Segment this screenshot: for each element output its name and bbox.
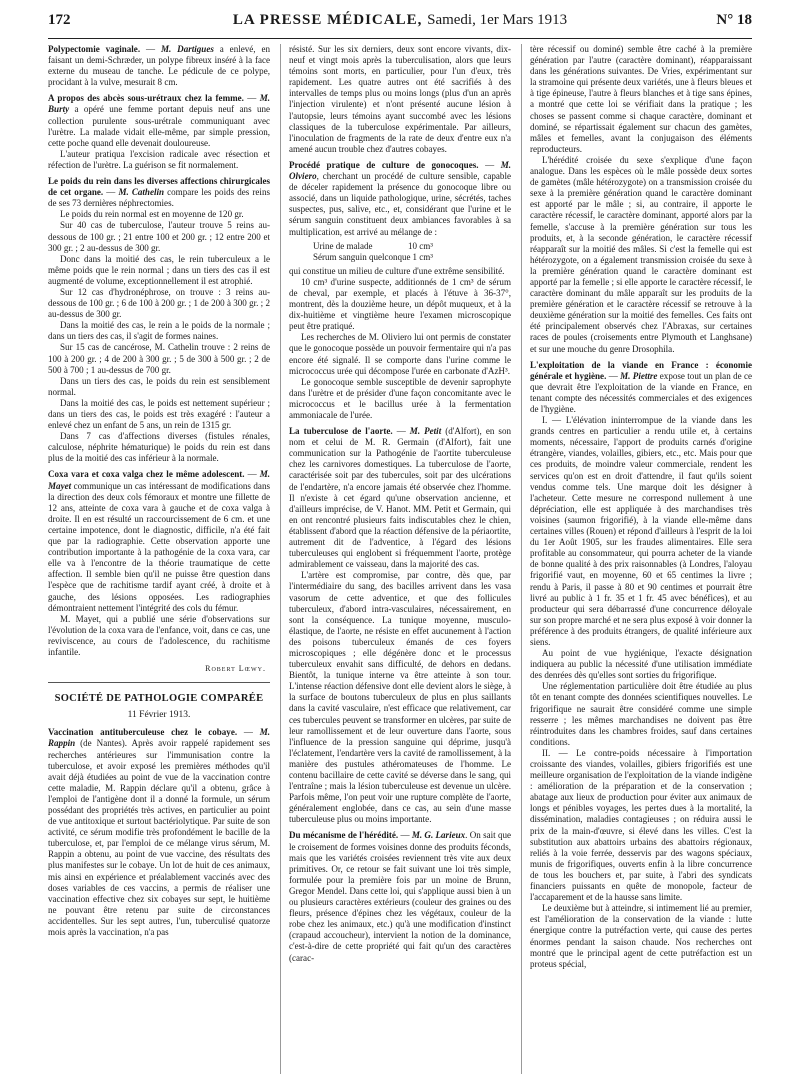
mixture-value: 10 cm³ (408, 240, 433, 251)
column-middle (280, 44, 511, 1074)
article-paragraph: 10 cm³ d'urine suspecte, additionnés de 1 cm³ de sérum de cheval, par exemple, et placés à l'étuve à 36-37°, montrent, dès la douzième heure, un dépôt muqueux, et à la dix-huitième et vingtième heure l'examen microscopique peut être pratiqué. (289, 276, 511, 332)
issue-date: Samedi, 1er Mars 1913 (427, 12, 568, 28)
article-paragraph: tère récessif ou dominé) semble être caché à la première génération par l'autre (caractère dominant), réapparaissant dans les générations suivantes. De Vries, expérimentant sur la stramoine qui présente deux variétés, une à fleurs bleues et à tige épineuse, l'autre à fleurs blanches et à tige sans épines, a montré que cette loi se vérifiait dans la pratique ; les choses se passent comme si chaque caractère, dominant et dominé, se répartissait également sur chacun des gamètes, mâles et femelles, avant la conjugaison des éléments reproducteurs. (530, 44, 752, 154)
article-paragraph: L'hérédité croisée du sexe s'explique d'une façon analogue. Dans les espèces où le mâle possède deux sortes de gamètes (mâle hétérozygote) on a transmission croisée du sexe à la première génération quand le caractère dominant est apporté par le mâle ; si, au contraire, il apporte le caractère récessif, le caractère dominant, apporté alors par la femelle, s'accuse à la première génération sur tous les produits, et, à la seconde génération, le caractère récessif réapparaît sur la moitié des mâles. Si c'est la femelle qui est hétérozygote, on a également transmission croisée du sexe à la première génération quand le caractère dominant est apporté par la femelle ; si elle apporte le caractère récessif, le caractère dominant du mâle apparaît sur les produits de la première génération et le caractère récessif se retrouve à la deuxième génération sur la moitié des femelles. Ces faits ont été principalement observés chez l'Abraxas, sur certaines races de poules (croisements entre Plymouth et Langhsane) et sur une mouche du genre Drosophila. (530, 154, 752, 354)
article-text: . On sait que le croisement de formes voisines donne des produits féconds, mais que les variétés croisées reviennent très vite aux deux primitives. Or, ce retour se fait suivant une loi très simple, formulée pour la première fois par un moine de Brunn, Gregor Mendel. Dans cette loi, qui s'applique aussi bien à un ou plusieurs caractères extérieurs (couleur des graines ou des fleurs, présence d'épines chez les végétaux, couleur de la robe chez les animaux, etc.) qu'à une modification d'instinct (crapaud accoucheur), intervient la notion de la dominance, c'est-à-dire de cette propriété qui fait qu'un des caractères (carac- (289, 830, 511, 963)
article-paragraph: II. — Le contre-poids nécessaire à l'importation croissante des viandes, volailles, gibiers frigorifiés est une meilleure organisation de l'exploitation de la viande indigène : amélioration de la préparation et de la conservation ; abatage aux lieux de production pour éviter aux animaux de longs et pénibles voyages, les pertes dues à la mortalité, la dissémination, maladies contagieuses ; on réduira aussi le prix de la main-d'œuvre, si élevé dans les villes. C'est la substitution aux abattoirs urbains des abattoirs régionaux, reliés à la voie ferrée, desservis par des wagons spéciaux, munis de frigorifiques, ouverts enfin à la libre concurrence de tous les bouchers et, par suite, à l'abri des syndicats financiers puissants en quête de monopole, facteur de l'accaparement et de la hausse sans limite. (530, 747, 752, 903)
article-polypectomie (48, 44, 270, 88)
article-author: M. G. Larieux (411, 830, 466, 841)
article-paragraph: Dans un tiers des cas, le poids du rein est sensiblement normal. (48, 375, 270, 397)
article-continuation (530, 44, 752, 355)
article-paragraph: Dans la moitié des cas, le poids est nettement supérieur ; dans un tiers des cas, le poids est très exagéré : l'auteur a enlevé chez un enfant de 5 ans, un rein de 1315 gr. (48, 397, 270, 431)
page-number: 172 (48, 12, 71, 28)
article-gonocoques (289, 160, 511, 421)
article-heading: Du mécanisme de l'hérédité. (289, 830, 399, 841)
article-author: M. Piettre (620, 370, 658, 381)
article-body: Le poids du rein dans les diverses affections chirurgicales de cet organe. — M. Cathelin compare les poids des reins de ses 73 dernières néphrectomies. (48, 176, 270, 209)
mixture-row (313, 241, 433, 252)
article-paragraph: Donc dans la moitié des cas, le rein tuberculeux a le même poids que le rein normal ; dans un tiers des cas il est augmenté de volume, exceptionnellement il est atrophié. (48, 253, 270, 286)
article-poids-rein (48, 176, 270, 464)
article-coxa-vara (48, 469, 270, 658)
article-text: compare les poids des reins de ses 73 dernières néphrectomies. (48, 187, 270, 209)
article-author: M. Mayet (48, 469, 270, 491)
article-heading: Le poids du rein dans les diverses affections chirurgicales de cet organe. (48, 176, 270, 198)
article-vaccination (48, 727, 270, 938)
text-columns (48, 44, 752, 1074)
article-heading: A propos des abcès sous-urétraux chez la femme. (48, 93, 244, 104)
article-paragraph: Sur 15 cas de cancérose, M. Cathelin trouve : 2 reins de 100 à 200 gr. ; 4 de 200 à 300 gr. ; 5 de 300 à 500 gr. ; 2 de 500 à 700 ; 1 au-dessus de 700 gr. (48, 342, 270, 375)
article-body: Procédé pratique de culture de gonocoques. — M. Olviero, cherchant un procédé de culture sensible, capable de déceler rapidement la présence du gonocoque libre ou associé, dans un liquide pathologique, urine, sécrétés, taches suspectes, pus, salive, etc., et, considérant que l'urine et le sérum sanguin constituent deux ambiances favorables à sa multiplication, est arrivé au mélange de : (289, 159, 511, 237)
article-paragraph: I. — L'élévation ininterrompue de la viande dans les grands centres en particulier a rendu utile et, à certains moments, nécessaire, l'apport de produits carnés d'origine étrangère, viandes, volailles, gibiers, etc., etc. Mais pour que ces produits, de moindre valeur commerciale, rendent les services qu'on est en droit d'attendre, il faut qu'ils soient vendus comme tels. Une marque doit les désigner à l'acheteur. Cette mesure ne correspond nullement à une dépréciation, elle est appliquée à des marchandises très voisines (saumon frigorifié), à la viande elle-même dans certaines villes (Rouen) et répond d'ailleurs à l'esprit de la loi du 1er Août 1905, sur les fraudes alimentaires. Elle sera profitable au consommateur, qui pourra acheter de la viande de bonne qualité à des prix raisonnables (à Londres, l'aloyau frigorifié vaut, en moyenne, 60 et 65 centimes la livre ; rendu à Paris, il passe à 80 et 90 centimes et pourrait être livré au public à 1 fr. 35 et 1 fr. 45 avec bénéfices), et au producteur qui sera débarrassé d'une concurrence déloyale sur son propre marché et ne sera plus exposé à voir donner la préférence à des produits étrangers, de qualité inférieure aux siens. (530, 415, 752, 647)
article-heading: La tuberculose de l'aorte. (289, 426, 393, 437)
society-section (48, 682, 270, 721)
article-heredite (289, 830, 511, 963)
article-body: A propos des abcès sous-urétraux chez la femme. — M. Burty a opéré une femme portant depuis neuf ans une collection purulente sous-urétrale communiquant avec l'urètre. La malade vidait elle-même, par simple pression, cette poche quand elle devenait douloureuse. (48, 93, 270, 148)
article-body: Coxa vara et coxa valga chez le même adolescent. — M. Mayet communique un cas intéressant de modifications dans la direction des deux cols fémoraux et montre une fillette de 12 ans, atteinte de coxa vara à gauche et de coxa valga à droite. Il en est résulté un raccourcissement de 6 cm. et une certaine impotence, dont le diagnostic, difficile, n'a été fait que par la radiographie. Cette observation apporte une contribution importante à la pathogénie de la coxa vara, car elle va à l'encontre de la théorie traumatique de cette affection. Il semble bien qu'il ne puisse être question dans l'espèce que de rachitisme tardif ayant créé, à droite et à gauche, des lésions opposées. Les radiographies démontraient nettement l'intégrité des cols du fémur. (48, 469, 270, 613)
article-author: M. Cathelin (118, 187, 165, 198)
author-signature: Robert Lœwy. (205, 664, 266, 674)
article-tuberculose-aorte (289, 426, 511, 825)
session-date: 11 Février 1913. (127, 710, 191, 721)
article-author: M. Olviero (289, 159, 511, 182)
article-author: M. Petit (409, 426, 442, 437)
article-text: a opéré une femme portant depuis neuf ans une collection purulente sous-urétrale communiquant avec l'urètre. La malade vidait elle-même, par simple pression, cette poche quand elle devenait douloureuse. (48, 104, 270, 148)
article-author: M. Rappin (48, 727, 270, 749)
issue-number: N° 18 (716, 12, 752, 28)
article-heading: Procédé pratique de culture de gonocoques. (289, 159, 479, 170)
journal-title: LA PRESSE MÉDICALE, Samedi, 1er Mars 1913 (232, 12, 568, 28)
article-text: , cherchant un procédé de culture sensible, capable de déceler rapidement la présence du gonocoque libre ou associé, dans un liquide pathologique, urine, sécrétés, taches suspectes, pus, salive, etc., et, considérant que l'urine et le sérum sanguin constituent deux ambiances favorables à sa multiplication, est arrivé au mélange de : (289, 171, 511, 237)
article-paragraph: qui constitue un milieu de culture d'une extrême sensibilité. (289, 265, 505, 276)
column-left (48, 44, 270, 1074)
mixture-label: Sérum sanguin quelconque (313, 251, 411, 262)
journal-name: LA PRESSE MÉDICALE (232, 12, 418, 28)
article-text: communique un cas intéressant de modifications dans la direction des deux cols fémoraux et montre une fillette de 12 ans, atteinte de coxa vara à gauche et de coxa valga à droite. Il en est résulté un raccourcissement de 6 cm. et une certaine impotence, dont le diagnostic, difficile, n'a été fait que par la radiographie. Cette observation apporte une contribution importante à la pathogénie de la coxa vara, car elle va à l'encontre de la théorie traumatique de cette affection. Il semble bien qu'il ne puisse être question dans l'espèce que de rachitisme tardif ayant créé, à droite et à gauche, des lésions opposées. Les radiographies démontraient nettement l'intégrité des cols du fémur. (48, 480, 270, 613)
article-body: Polypectomie vaginale. — M. Dartigues a enlevé, en faisant un demi-Schræder, un polype fibreux inséré à la face externe du museau de tanche. Le pédicule de ce polype, procidant à la vulve, mesurait 8 cm. (48, 44, 270, 88)
article-body: L'exploitation de la viande en France : économie générale et hygiène. — M. Piettre expose tout un plan de ce que devrait être l'exploitation de la viande en France, en tenant compte des nécessités commerciales et des exigences de l'hygiène. (530, 359, 752, 414)
mixture-value: 1 cm³ (412, 251, 433, 262)
page-header (48, 12, 752, 39)
article-text: (d'Alfort), en son nom et celui de M. R. Germain (d'Alfort), fait une communication sur la Pathogénie de l'aortite tuberculeuse chez les carnivores domestiques. La tuberculose de l'aorte, caractérisée soit par des tubercules, soit par des ulcérations de l'endartère, n'a encore jamais été observée chez l'homme. Il n'existe à cet égard qu'une observation ancienne, et d'ailleurs imprécise, de V. Hanot. MM. Petit et Germain, qui en ont rencontré plusieurs faits indiscutables chez le chien, établissent d'abord que la réaction défensive de la périaortite, autrement dit de l'adventice, à l'égard des lésions tuberculeuses qui englobent si fréquemment l'aorte, protège admirablement ce vaisseau, dans la majorité des cas. (289, 426, 511, 570)
mixture-row (313, 252, 433, 263)
article-heading: Polypectomie vaginale. (48, 44, 141, 54)
article-continuation (289, 44, 511, 155)
article-paragraph: L'artère est compromise, par contre, dès que, par l'intermédiaire du sang, des bacilles arrivent dans les vasa vasorum de cette adventice, et que des follicules tuberculeux, d'abord intra-vasculaires, nécessairement, en sont la conséquence. La tunique moyenne, musculo-élastique, de l'aorte, ne résiste en effet aucunement à l'action des poisons tuberculeux émanés de ces foyers microscopiques ; elle dégénère donc et le processus tuberculeux envahit sans difficulté, de dehors en dedans. Bientôt, la tunique interne va être atteinte à son tour. L'intense réaction défensive dont elle devient alors le siège, à la surface de boutons tuberculeux de plus en plus saillants dans la cavité vasculaire, n'est efficace que relativement, car ces tubercules peuvent se transformer en ulcères, par suite de leur ramollissement et de leur ouverture dans l'aorte, sous l'influence de la pression sanguine qui déprime, jusqu'à l'éclatement, l'endartère vers la cavité de ramollissement, à la manière des pustules athéromateuses de l'homme. Le contenu bacillaire de cette cavité se déverse dans le sang, qui l'entraîne ; mais la lésion tuberculeuse est devenue un ulcère. Parfois même, l'on peut voir une rupture complète de l'aorte, généralement englobée, dans ce cas, au sein d'une masse tuberculeuse plus ou moins importante. (289, 570, 511, 825)
article-paragraph: Une réglementation particulière doit être étudiée au plus tôt en tenant compte des données scientifiques nouvelles. Le frigorifique ne saurait être considéré comme une simple resserre ; les mêmes marchandises ne doivent pas être réintroduites dans les chambres froides, sauf dans certaines conditions. (530, 681, 752, 747)
article-viande (530, 360, 752, 970)
mixture-label: Urine de malade (313, 240, 373, 251)
column-right (521, 44, 752, 1074)
article-author: M. Burty (48, 93, 270, 115)
article-body: Du mécanisme de l'hérédité. — M. G. Larieux. On sait que le croisement de formes voisines donne des produits féconds, mais que les variétés croisées reviennent très vite aux deux primitives. Or, ce retour se fait suivant une loi très simple, formulée pour la première fois par un moine de Brunn, Gregor Mendel. Dans cette loi, qui s'applique aussi bien à un ou plusieurs caractères extérieurs (couleur des graines ou des fleurs, présence d'épines chez les végétaux, couleur de la robe chez les animaux, etc.) qu'à une modification d'instinct (crapaud accoucheur), intervient la notion de la dominance, c'est-à-dire de cette propriété qui fait qu'un des caractères (carac- (289, 830, 511, 963)
article-paragraph: L'auteur pratiqua l'excision radicale avec résection et réfection de l'urètre. La guérison se fit normalement. (48, 148, 270, 170)
article-paragraph: Les recherches de M. Oliviero lui ont permis de constater que le gonocoque possède un pouvoir fermentaire qui n'a pas encore été signalé. Il se comporte dans l'urine comme le micrococcus urée qui décompose l'urée en carbonate d'AzH³. (289, 332, 511, 376)
article-abces (48, 93, 270, 171)
article-text: (de Nantes). Après avoir rappelé rapidement ses recherches antérieures sur l'immunisation contre la tuberculose, et avoir exposé les premières méthodes qu'il avait déjà étudiées au point de vue de la vaccination contre cette maladie, M. Rappin déclare qu'il a obtenu, grâce à l'emploi de l'antigène dont il a donné la formule, un sérum possédant des propriétés très actives, en particulier au point de vue antitoxique et surtout bactériolytique. Par suite de son activité, ce sérum modifie très profondément le bacille de la tuberculose, et, par l'emploi de ce mélange virus sérum, M. Rappin a obtenu, au point de vue vaccine, des résultats des plus manifestes sur le cobaye. Un lot de huit de ces animaux, mis ainsi en expérience et préalablement vaccinés avec des doses variables de ces vaccins, a permis de réaliser une vaccination effective chez six cobayes sur sept, le huitième ne pouvant être retenu par suite de circonstances accidentelles. Sur les sept autres, l'un, tuberculisé quatorze mois après la vaccination, n'a pas (48, 738, 270, 938)
article-heading: Vaccination antituberculeuse chez le cobaye. (48, 727, 238, 738)
society-title: SOCIÉTÉ DE PATHOLOGIE COMPARÉE (54, 693, 264, 705)
article-paragraph: Dans 7 cas d'affections diverses (fistules rénales, calculose, néphrite hématurique) le poids du rein est dans plus de la moitié des cas inférieur à la normale. (48, 431, 270, 464)
culture-mixture (313, 241, 511, 263)
article-paragraph: Le deuxième but à atteindre, si intimement lié au premier, est l'amélioration de la conservation de la viande : lutte énergique contre la putréfaction verte, qui cause des pertes énormes pendant la saison chaude. Nos recherches ont montré que le principal agent de cette putréfaction est un proteus spécial, (530, 903, 752, 969)
article-body: Vaccination antituberculeuse chez le cobaye. — M. Rappin (de Nantes). Après avoir rappelé rapidement ses recherches antérieures sur l'immunisation contre la tuberculose, et avoir exposé les premières méthodes qu'il avait déjà étudiées au point de vue de la vaccination contre cette maladie, M. Rappin déclare qu'il a obtenu, grâce à l'emploi de l'antigène dont il a donné la formule, un sérum possédant des propriétés très actives, en particulier au point de vue antitoxique et surtout bactériolytique. Par suite de son activité, ce sérum modifie très profondément le bacille de la tuberculose, et, par l'emploi de ce mélange virus sérum, M. Rappin a obtenu, au point de vue vaccine, des résultats des plus manifestes sur le cobaye. Un lot de huit de ces animaux, mis ainsi en expérience et préalablement vaccinés avec des doses variables de ces vaccins, a permis de réaliser une vaccination effective chez six cobayes sur sept, le huitième ne pouvant être retenu par suite de circonstances accidentelles. Sur les sept autres, l'un, tuberculisé quatorze mois après la vaccination, n'a pas (48, 727, 270, 938)
article-text: expose tout un plan de ce que devrait être l'exploitation de la viande en France, en tenant compte des nécessités commerciales et des exigences de l'hygiène. (530, 370, 752, 414)
article-paragraph: Le gonocoque semble susceptible de devenir saprophyte dans l'urètre et de présider d'une façon concomitante avec le micrococcus et le bacillus urée à la fermentation ammoniacale de l'urée. (289, 376, 511, 420)
article-paragraph: Sur 40 cas de tuberculose, l'auteur trouve 5 reins au-dessous de 100 gr. ; 21 entre 100 et 200 gr. ; 12 entre 200 et 300 gr. ; 2 au-dessus de 300 gr. (48, 220, 270, 253)
article-text: a enlevé, en faisant un demi-Schræder, un polype fibreux inséré à la face externe du museau de tanche. Le pédicule de ce polype, procidant à la vulve, mesurait 8 cm. (48, 44, 270, 88)
article-paragraph: Sur 12 cas d'hydronéphrose, on trouve : 3 reins au-dessous de 100 gr. ; 6 de 100 à 200 gr. ; 1 de 200 à 300 gr. ; 2 au-dessus de 300 gr. (48, 286, 270, 320)
article-paragraph: Le poids du rein normal est en moyenne de 120 gr. (60, 209, 244, 220)
article-paragraph: M. Mayet, qui a publié une série d'observations sur l'évolution de la coxa vara de l'enfance, voit, dans ce cas, une reviviscence, au cours de l'adolescence, du rachitisme infantile. (48, 613, 270, 657)
article-paragraph: résisté. Sur les six derniers, deux sont encore vivants, dix-neuf et vingt mois après la tuberculisation, alors que leurs témoins sont morts, en particulier, pour l'un d'eux, très rapidement. Les quatre autres ont été sacrifiés à des intervalles de temps plus ou moins longs (plus d'un an après l'injection virulente) et n'ont présenté aucune lésion à l'autopsie, leurs témoins ayant succombé avec les lésions classiques de la tuberculose expérimentale. Par ailleurs, l'inoculation de fragments de la rate de deux d'entre eux n'a amené aucun trouble chez d'autres cobayes. (289, 44, 511, 154)
article-paragraph: Au point de vue hygiénique, l'exacte désignation indiquera au public la nécessité d'une utilisation immédiate des denrées dès qu'elles sont sorties du frigorifique. (530, 648, 752, 681)
article-paragraph: Dans la moitié des cas, le rein a le poids de la normale ; dans un tiers des cas, il s'agit de formes naines. (48, 320, 270, 342)
article-author: M. Dartigues (160, 44, 214, 54)
article-heading: Coxa vara et coxa valga chez le même adolescent. (48, 469, 245, 480)
article-heading: L'exploitation de la viande en France : économie générale et hygiène. (530, 359, 752, 381)
article-body: La tuberculose de l'aorte. — M. Petit (d'Alfort), en son nom et celui de M. R. Germain (d'Alfort), fait une communication sur la Pathogénie de l'aortite tuberculeuse chez les carnivores domestiques. La tuberculose de l'aorte, caractérisée soit par des tubercules, soit par des ulcérations de l'endartère, n'a encore jamais été observée chez l'homme. Il n'existe à cet égard qu'une observation ancienne, et d'ailleurs imprécise, de V. Hanot. MM. Petit et Germain, qui en ont rencontré plusieurs faits indiscutables chez le chien, établissent d'abord que la réaction défensive de la périaortite, autrement dit de l'adventice, à l'égard des lésions tuberculeuses qui englobent si fréquemment l'aorte, protège admirablement ce vaisseau, dans la majorité des cas. (289, 426, 511, 570)
